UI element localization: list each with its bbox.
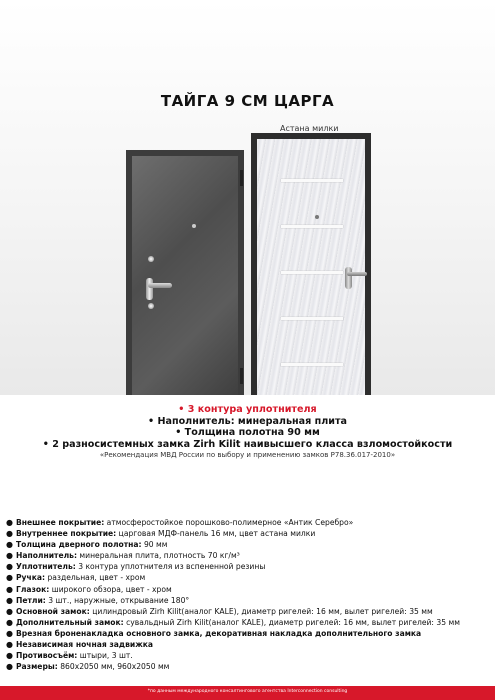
- spec-label: Противосъём:: [15, 651, 78, 661]
- spec-value: минеральная плита, плотность 70 кг/м³: [77, 551, 240, 561]
- hinge-bottom: [240, 368, 243, 384]
- glass-insert: [281, 363, 343, 366]
- feature-item: • 3 контура уплотнителя: [178, 404, 317, 415]
- product-title: ТАЙГА 9 СМ ЦАРГА: [160, 92, 335, 110]
- spec-value: царговая МДФ-панель 16 мм, цвет астана милки: [116, 529, 316, 539]
- peephole-icon: [192, 224, 196, 228]
- feature-item: • Толщина полотна 90 мм: [175, 427, 320, 438]
- spec-item: ● Наполнитель: минеральная плита, плотность 70 кг/м³: [6, 551, 240, 561]
- spec-value: сувальдный Zirh Kilit(аналог KALE), диаметр ригелей: 16 мм, вылет ригелей: 35 мм: [123, 617, 460, 627]
- spec-item: ● Основной замок: цилиндровый Zirh Kilit(аналог KALE), диаметр ригелей: 16 мм, вылет ригелей: 35 мм: [6, 606, 433, 616]
- upper-lock-cylinder: [148, 256, 154, 262]
- feature-item: • Наполнитель: минеральная плита: [147, 415, 348, 427]
- peephole-icon: [315, 215, 319, 219]
- handle-lever-interior: [347, 272, 367, 276]
- spec-label: Основной замок:: [15, 606, 90, 616]
- spec-item: ● Петли: 3 шт., наружные, открывание 180°: [6, 595, 190, 605]
- footer-bar: [0, 686, 495, 700]
- spec-item: ● Врезная броненакладка основного замка, декоративная накладка дополнительного замка: [6, 628, 422, 638]
- spec-value: 90 мм: [141, 540, 168, 550]
- spec-label: Размеры:: [15, 662, 58, 672]
- spec-value: штыри, 3 шт.: [77, 651, 133, 661]
- spec-label: Уплотнитель:: [15, 562, 76, 572]
- glass-insert: [281, 271, 343, 274]
- handle-plate-interior: [345, 267, 352, 289]
- handle-plate: [146, 278, 153, 300]
- door-leaf-exterior: [132, 156, 238, 395]
- spec-item: ● Толщина дверного полотна: 90 мм: [6, 540, 168, 550]
- specs-list: [6, 517, 492, 672]
- spec-label: Наполнитель:: [15, 551, 78, 561]
- glass-insert: [281, 179, 343, 182]
- hinge-top: [240, 170, 243, 186]
- spec-item: ● Независимая ночная задвижка: [6, 640, 154, 650]
- door-interior-image: [251, 133, 371, 395]
- spec-item: ● Глазок: широкого обзора, цвет - хром: [6, 584, 172, 594]
- key-features: [0, 404, 495, 460]
- feature-item: • 2 разносистемных замка Zirh Kilit наивысшего класса взломостойкости: [42, 438, 453, 450]
- spec-item: ● Внешнее покрытие: атмосферостойкое порошково-полимерное «Антик Серебро»: [6, 518, 354, 527]
- spec-label: Врезная броненакладка основного замка, декоративная накладка дополнительного замка: [15, 628, 422, 638]
- door-exterior-image: [126, 150, 244, 395]
- spec-item: ● Внутреннее покрытие: царговая МДФ-панель 16 мм, цвет астана милки: [6, 529, 316, 539]
- spec-label: Дополнительный замок:: [15, 617, 124, 627]
- spec-label: Ручка:: [15, 573, 46, 583]
- finish-caption: Астана милки: [280, 124, 339, 133]
- spec-value: 3 контура уплотнителя из вспененной резины: [75, 562, 266, 572]
- spec-item: ● Уплотнитель: 3 контура уплотнителя из вспененной резины: [6, 562, 266, 572]
- lower-lock-cylinder: [148, 303, 154, 309]
- glass-insert: [281, 317, 343, 320]
- spec-label: Петли:: [15, 595, 46, 605]
- spec-label: Внешнее покрытие:: [15, 518, 105, 527]
- spec-label: Толщина дверного полотна:: [15, 540, 142, 550]
- spec-value: раздельная, цвет - хром: [45, 573, 146, 583]
- spec-item: ● Противосъём: штыри, 3 шт.: [6, 651, 133, 661]
- spec-item: ● Размеры: 860х2050 мм, 960х2050 мм: [6, 662, 170, 672]
- spec-label: Внутреннее покрытие:: [15, 529, 117, 539]
- spec-item: ● Ручка: раздельная, цвет - хром: [6, 573, 146, 583]
- features-note: «Рекомендация МВД России по выбору и применению замков Р78.36.017-2010»: [99, 451, 396, 459]
- spec-label: Независимая ночная задвижка: [15, 640, 154, 650]
- spec-value: широкого обзора, цвет - хром: [49, 584, 172, 594]
- spec-value: 3 шт., наружные, открывание 180°: [45, 595, 190, 605]
- door-leaf-interior: [257, 139, 365, 395]
- spec-value: 860х2050 мм, 960х2050 мм: [57, 662, 170, 672]
- spec-value: цилиндровый Zirh Kilit(аналог KALE), диаметр ригелей: 16 мм, вылет ригелей: 35 мм: [89, 606, 433, 616]
- footer-note: *по данным международного консалтингового агентства Interconnection consulting: [147, 689, 348, 694]
- spec-item: ● Дополнительный замок: сувальдный Zirh Kilit(аналог KALE), диаметр ригелей: 16 мм, вылет ригелей: 35 мм: [6, 617, 460, 627]
- spec-label: Глазок:: [15, 584, 50, 594]
- glass-insert: [281, 225, 343, 228]
- spec-value: атмосферостойкое порошково-полимерное «Антик Серебро»: [104, 518, 354, 527]
- handle-lever: [148, 283, 172, 288]
